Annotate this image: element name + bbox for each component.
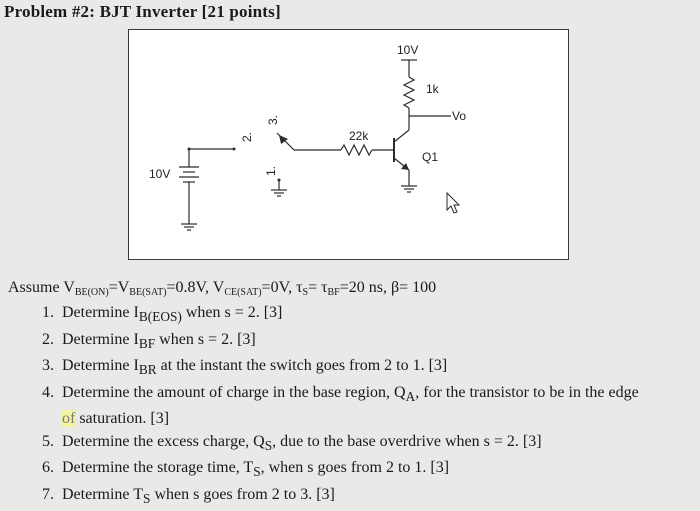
problem-title: Problem #2: BJT Inverter [21 points]: [4, 2, 281, 21]
base-resistor-22k: [341, 145, 372, 155]
transistor-label: Q1: [422, 150, 439, 164]
source-voltage-label: 10V: [149, 167, 171, 181]
switch-pos-2-label: 2.: [240, 131, 254, 142]
question-item: 7. Determine $T_S$ when s goes from 2 to 3. [3]: [42, 485, 335, 507]
collector-resistor-1k: [404, 77, 414, 108]
switch-pos-3-label: 3.: [266, 114, 280, 125]
battery-plus-node: [188, 148, 191, 151]
transistor-collector-lead: [394, 130, 409, 142]
switch-pos-1-label: 1.: [264, 165, 278, 176]
switch-node-1: [278, 179, 281, 182]
question-item: 5. Determine the excess charge, $Q_S$, due to the base overdrive when s = 2. [3]: [42, 432, 542, 453]
assumptions-line: Assume $V_{BE(ON)}=V_{BE(SAT)}=0.8V$, $V_{CE(SAT)}=0V$, $\tau_S= \tau_{BF}=20$ ns, β= 100: [8, 279, 437, 298]
question-item: 3. Determine $I_{BR}$ at the instant the switch goes from 2 to 1. [3]: [42, 357, 448, 378]
switch-node-2: [233, 148, 236, 151]
question-item: 4. Determine the amount of charge in the base region, $Q_A$, for the transistor to be in the edge of saturation. [3]: [42, 383, 639, 428]
highlighted-word: of: [62, 410, 76, 428]
question-list: [0, 302, 700, 511]
output-label: Vo: [452, 109, 467, 123]
collector-resistor-label: 1k: [426, 82, 439, 96]
question-item: 2. Determine $I_{BF}$ when s = 2. [3]: [42, 330, 256, 351]
supply-voltage-label: 10V: [397, 43, 419, 57]
question-item: 1. Determine $I_{B(EOS)}$ when s = 2. [3]: [42, 304, 283, 325]
circuit-diagram: [128, 29, 569, 260]
question-item: 6. Determine the storage time, $T_S$, when s goes from 2 to 1. [3]: [42, 459, 450, 480]
base-resistor-label: 22k: [349, 129, 369, 143]
cursor-arrow-icon: [447, 193, 459, 213]
circuit-schematic: [129, 30, 568, 259]
